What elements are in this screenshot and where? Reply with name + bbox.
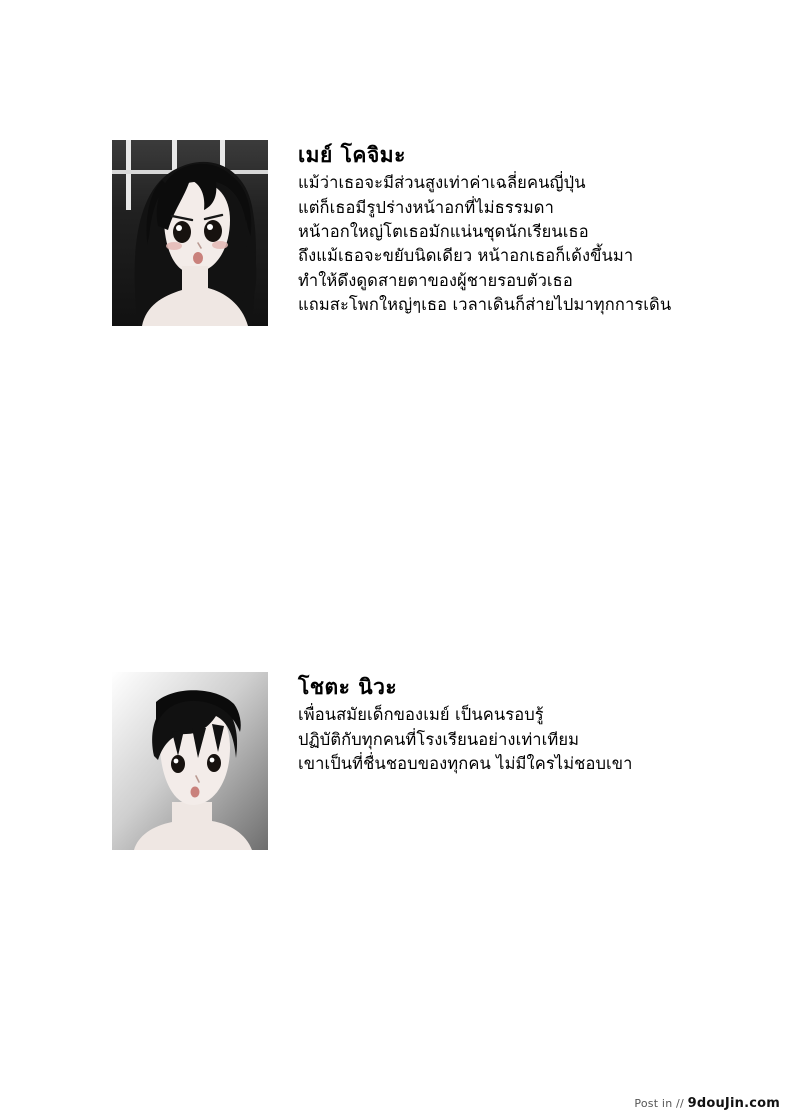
character-portrait [112,140,268,326]
footer-watermark [634,1096,780,1111]
footer-prefix: Post in // [634,1097,684,1110]
character-description-line: ถึงแม้เธอจะขยับนิดเดียว หน้าอกเธอก็เด้งขึ้นมา [298,246,634,266]
portrait-art-boy [112,672,268,850]
character-text-block [298,140,671,318]
character-description-line: เพื่อนสมัยเด็กของเมย์ เป็นคนรอบรู้ [298,705,544,725]
character-description-line: แม้ว่าเธอจะมีส่วนสูงเท่าค่าเฉลี่ยคนญี่ปุ่น [298,173,586,193]
character-description-line: เขาเป็นที่ชื่นชอบของทุกคน ไม่มีใครไม่ชอบเขา [298,754,633,774]
character-description-line: ปฏิบัติกับทุกคนที่โรงเรียนอย่างเท่าเทียม [298,729,580,749]
character-name: เมย์ โคจิมะ [298,143,406,167]
character-portrait [112,672,268,850]
portrait-art-girl [112,140,268,326]
character-description-line: ทำให้ดึงดูดสายตาของผู้ชายรอบตัวเธอ [298,270,573,290]
footer-site-name: 9douJin.com [687,1096,780,1111]
character-text-block [298,672,633,776]
character-description-line: แถมสะโพกใหญ่ๆเธอ เวลาเดินก็ส่ายไปมาทุกการเดิน [298,295,672,315]
character-name: โชตะ นิวะ [298,675,398,699]
character-entry [112,140,671,326]
character-description-line: หน้าอกใหญ่โตเธอมักแน่นชุดนักเรียนเธอ [298,222,589,242]
character-entry [112,672,633,850]
character-description-line: แต่ก็เธอมีรูปร่างหน้าอกที่ไม่ธรรมดา [298,197,554,217]
boy-face-illustration [112,672,268,850]
girl-face-illustration [112,140,268,326]
